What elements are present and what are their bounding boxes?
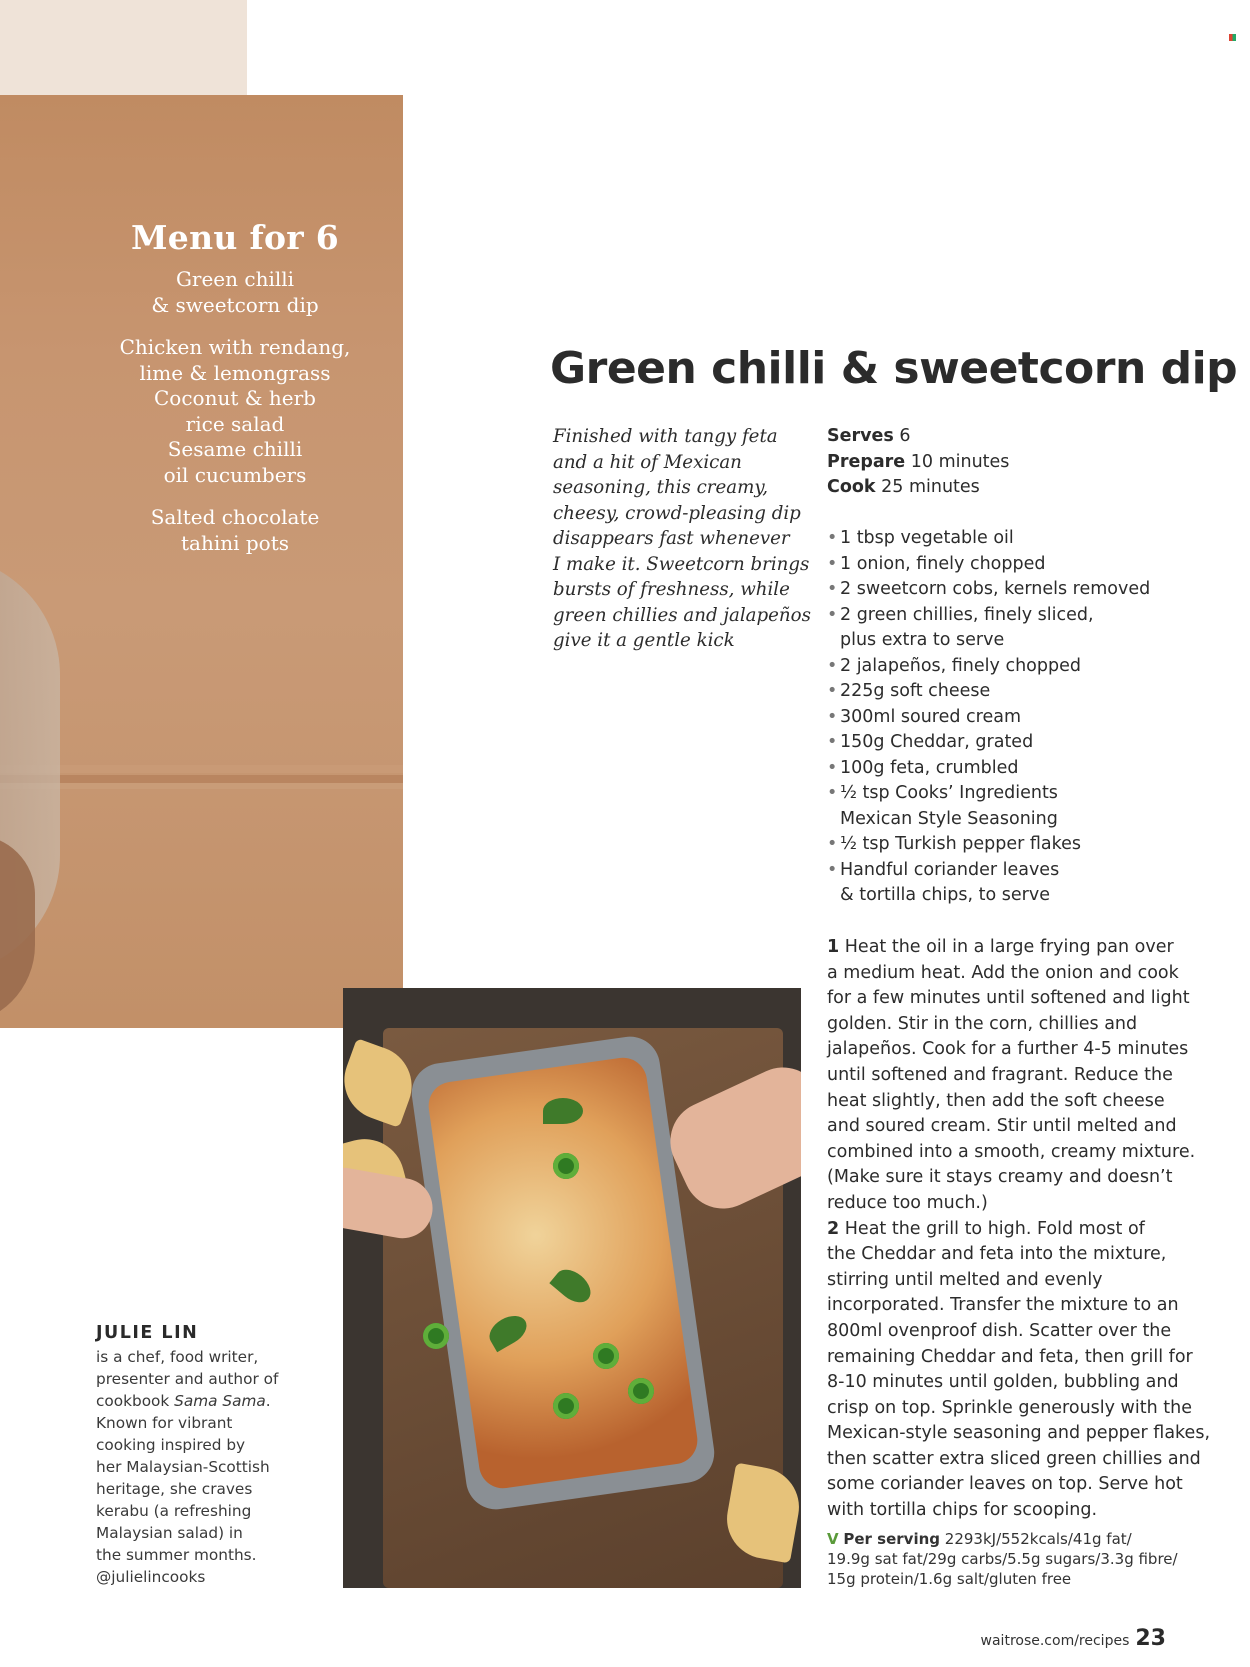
nutrition-info: V Per serving 2293kJ/552kcals/41g fat/ 19.9g sat fat/29g carbs/5.5g sugars/3.3g fibre/ 15g protein/1.6g salt/gluten free [827, 1530, 1178, 1588]
ingredient-item: • 2 jalapeños, finely chopped [827, 654, 1187, 680]
ingredient-item: • 1 onion, finely chopped [827, 552, 1187, 578]
method-line: and soured cream. Stir until melted and [827, 1116, 1177, 1137]
method-line: stirring until melted and evenly [827, 1269, 1103, 1290]
menu-heading: Menu for 6 [130, 218, 340, 257]
ingredient-item: • 225g soft cheese [827, 679, 1187, 705]
ingredient-item: • 2 sweetcorn cobs, kernels removed [827, 577, 1187, 603]
menu-box [0, 218, 470, 573]
method-line: the Cheddar and feta into the mixture, [827, 1244, 1167, 1265]
intro-line: Finished with tangy feta [553, 426, 778, 447]
ingredient-item: • ½ tsp Cooks’ Ingredients Mexican Style Seasoning [827, 781, 1187, 832]
bio-line: cooking inspired by [96, 1436, 246, 1454]
bio-line: cookbook Sama Sama. [96, 1392, 271, 1410]
menu-item [0, 267, 470, 318]
method-line: for a few minutes until softened and light [827, 988, 1190, 1009]
method-line: combined into a smooth, creamy mixture. [827, 1141, 1196, 1162]
method-line: reduce too much.) [827, 1192, 988, 1213]
nutrition-line: 15g protein/1.6g salt/gluten free [827, 1570, 1072, 1588]
jalapeno-slice [553, 1393, 579, 1419]
bio-line: kerabu (a refreshing [96, 1502, 252, 1520]
intro-line: seasoning, this creamy, [553, 477, 768, 498]
method-line: then scatter extra sliced green chillies and [827, 1448, 1201, 1469]
bio-line: is a chef, food writer, [96, 1348, 259, 1366]
method-line: incorporated. Transfer the mixture to an [827, 1295, 1179, 1316]
meta-serves: Serves 6 [827, 426, 911, 446]
recipe-title: Green chilli & sweetcorn dip [550, 343, 1238, 394]
method-line: golden. Stir in the corn, chillies and [827, 1013, 1138, 1034]
author-social-handle: @julielincooks [96, 1568, 206, 1586]
vegetarian-mark: V [827, 1530, 839, 1548]
menu-item-line: Green chilli [175, 267, 295, 291]
method-line: heat slightly, then add the soft cheese [827, 1090, 1165, 1111]
method-line: Mexican-style seasoning and pepper flakes, [827, 1423, 1211, 1444]
ingredient-item: • Handful coriander leaves & tortilla chips, to serve [827, 858, 1187, 909]
jalapeno-slice [423, 1323, 449, 1349]
intro-line: give it a gentle kick [553, 630, 735, 651]
decorative-top-block [0, 0, 247, 95]
menu-item-line: Sesame chilli [167, 437, 303, 461]
intro-line: I make it. Sweetcorn brings [553, 553, 810, 575]
corner-color-mark [1229, 34, 1236, 41]
method-line: 2 Heat the grill to high. Fold most of [827, 1218, 1145, 1239]
wall-rail [0, 775, 403, 783]
coriander-leaf [543, 1098, 583, 1124]
method-line: jalapeños. Cook for a further 4-5 minutes [827, 1039, 1189, 1060]
method-line: until softened and fragrant. Reduce the [827, 1064, 1173, 1085]
recipe-intro [553, 424, 818, 654]
menu-item-line: Coconut & herb [154, 386, 316, 410]
menu-item-line: oil cucumbers [163, 462, 307, 487]
author-name: JULIE LIN [96, 1323, 199, 1343]
ingredients-list [827, 526, 1187, 909]
method-line: some coriander leaves on top. Serve hot [827, 1474, 1183, 1495]
page-footer [981, 1626, 1166, 1651]
jalapeno-slice [553, 1153, 579, 1179]
menu-item [0, 335, 470, 488]
menu-item [0, 505, 470, 556]
bio-line: the summer months. [96, 1546, 257, 1564]
method-line: with tortilla chips for scooping. [827, 1500, 1098, 1521]
page-number: 23 [1135, 1626, 1166, 1651]
intro-line: cheesy, crowd-pleasing dip [553, 502, 801, 524]
ingredient-item: • ½ tsp Turkish pepper flakes [827, 832, 1187, 858]
per-serving-label: Per serving [843, 1530, 941, 1548]
bio-line: Known for vibrant [96, 1414, 233, 1432]
method-line: 1 Heat the oil in a large frying pan over [827, 937, 1174, 957]
footer-url[interactable]: waitrose.com/recipes [980, 1633, 1130, 1649]
menu-item-line: & sweetcorn dip [151, 292, 319, 317]
intro-line: green chillies and jalapeños [553, 604, 811, 626]
menu-item-line: Salted chocolate [150, 505, 320, 529]
method-steps [827, 935, 1211, 1524]
menu-item-line: Chicken with rendang, [119, 335, 351, 359]
dip-photo [343, 988, 801, 1588]
intro-line: bursts of freshness, while [553, 579, 790, 600]
intro-line: and a hit of Mexican [553, 451, 742, 473]
jalapeno-slice [628, 1378, 654, 1404]
ingredient-item: • 100g feta, crumbled [827, 756, 1187, 782]
ingredient-item: • 2 green chillies, finely sliced, plus extra to serve [827, 603, 1187, 654]
ingredient-item: • 300ml soured cream [827, 705, 1187, 731]
nutrition-line: 19.9g sat fat/29g carbs/5.5g sugars/3.3g fibre/ [827, 1550, 1178, 1568]
menu-item-line: rice salad [185, 411, 285, 436]
ingredient-item: • 150g Cheddar, grated [827, 730, 1187, 756]
method-line: (Make sure it stays creamy and doesn’t [827, 1167, 1173, 1188]
bio-line: heritage, she craves [96, 1480, 253, 1498]
method-line: a medium heat. Add the onion and cook [827, 962, 1179, 983]
recipe-meta [827, 424, 1009, 501]
meta-prepare: Prepare 10 minutes [827, 451, 1010, 472]
menu-item-line: lime & lemongrass [139, 360, 331, 385]
menu-item-line: tahini pots [180, 530, 290, 555]
step-number: 1 [827, 937, 840, 957]
intro-line: disappears fast whenever [553, 528, 790, 549]
bio-line: her Malaysian-Scottish [96, 1458, 270, 1476]
method-line: 8-10 minutes until golden, bubbling and [827, 1372, 1179, 1393]
author-bio [96, 1322, 278, 1588]
bio-line: Malaysian salad) in [96, 1524, 243, 1542]
meta-cook: Cook 25 minutes [827, 477, 980, 497]
jalapeno-slice [593, 1343, 619, 1369]
ingredient-item: • 1 tbsp vegetable oil [827, 526, 1187, 552]
method-line: remaining Cheddar and feta, then grill for [827, 1346, 1193, 1367]
step-number: 2 [827, 1218, 840, 1239]
bio-line: presenter and author of [96, 1370, 279, 1388]
method-line: 800ml ovenproof dish. Scatter over the [827, 1320, 1172, 1341]
method-line: crisp on top. Sprinkle generously with the [827, 1397, 1192, 1418]
